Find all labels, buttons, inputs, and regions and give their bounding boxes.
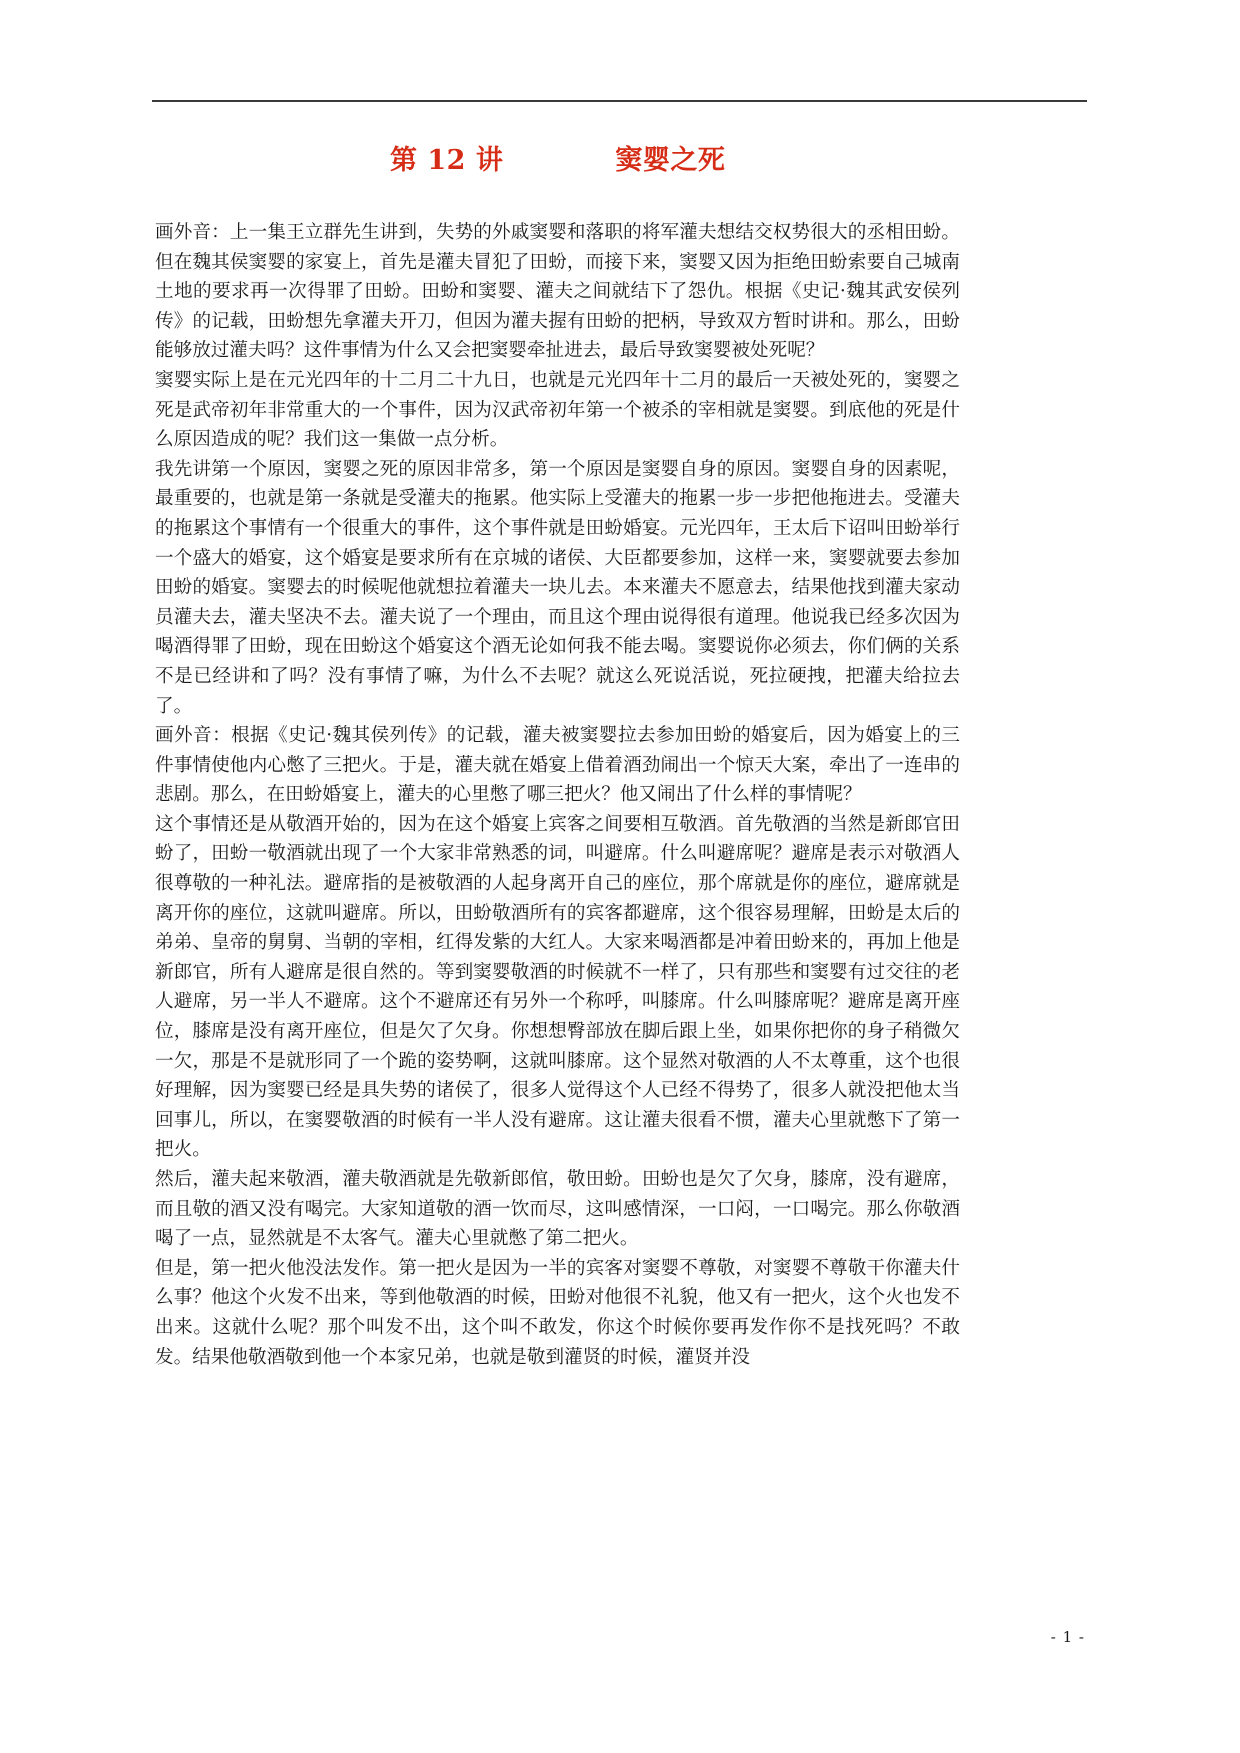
paragraph: 但是，第一把火他没法发作。第一把火是因为一半的宾客对窦婴不尊敬，对窦婴不尊敬干你灌夫什么事？他这个火发不出来，等到他敬酒的时候，田蚡对他很不礼貌，他又有一把火，这个火也发不出来。这就什么呢？那个叫发不出，这个叫不敢发，你这个时候你要再发作你不是找死吗？不敢发。结果他敬酒敬到他一个本家兄弟，也就是敬到灌贤的时候，灌贤并没: [155, 1257, 960, 1368]
document-body: [155, 218, 960, 1372]
page-title: [152, 138, 1087, 177]
header-divider-rule: [152, 100, 1087, 102]
paragraph: 画外音：上一集王立群先生讲到，失势的外戚窦婴和落职的将军灌夫想结交权势很大的丞相田蚡。但在魏其侯窦婴的家宴上，首先是灌夫冒犯了田蚡，而接下来，窦婴又因为拒绝田蚡索要自己城南土地的要求再一次得罪了田蚡。田蚡和窦婴、灌夫之间就结下了怨仇。根据《史记·魏其武安侯列传》的记载，田蚡想先拿灌夫开刀，但因为灌夫握有田蚡的把柄，导致双方暂时讲和。那么，田蚡能够放过灌夫吗？这件事情为什么又会把窦婴牵扯进去，最后导致窦婴被处死呢？: [155, 222, 960, 362]
paragraph: 画外音：根据《史记·魏其侯列传》的记载，灌夫被窦婴拉去参加田蚡的婚宴后，因为婚宴上的三件事情使他内心憋了三把火。于是，灌夫就在婚宴上借着酒劲闹出一个惊天大案，牵出了一连串的悲剧。那么，在田蚡婚宴上，灌夫的心里憋了哪三把火？他又闹出了什么样的事情呢？: [155, 725, 960, 806]
title-lecture-number: 第 12 讲: [390, 145, 504, 176]
title-subject: 窦婴之死: [615, 145, 726, 176]
paragraph: 然后，灌夫起来敬酒，灌夫敬酒就是先敬新郎倌，敬田蚡。田蚡也是欠了欠身，膝席，没有避席，而且敬的酒又没有喝完。大家知道敬的酒一饮而尽，这叫感情深，一口闷，一口喝完。那么你敬酒喝了一点，显然就是不太客气。灌夫心里就憋了第二把火。: [155, 1169, 960, 1250]
paragraph: 窦婴实际上是在元光四年的十二月二十九日，也就是元光四年十二月的最后一天被处死的，窦婴之死是武帝初年非常重大的一个事件，因为汉武帝初年第一个被杀的宰相就是窦婴。到底他的死是什么原因造成的呢？我们这一集做一点分析。: [155, 369, 960, 451]
page-number-footer: - 1 -: [1050, 1628, 1085, 1646]
paragraph: 这个事情还是从敬酒开始的，因为在这个婚宴上宾客之间要相互敬酒。首先敬酒的当然是新郎官田蚡了，田蚡一敬酒就出现了一个大家非常熟悉的词，叫避席。什么叫避席呢？避席是表示对敬酒人很尊敬的一种礼法。避席指的是被敬酒的人起身离开自己的座位，那个席就是你的座位，避席就是离开你的座位，这就叫避席。所以，田蚡敬酒所有的宾客都避席，这个很容易理解，田蚡是太后的弟弟、皇帝的舅舅、当朝的宰相，红得发紫的大红人。大家来喝酒都是冲着田蚡来的，再加上他是新郎官，所有人避席是很自然的。等到窦婴敬酒的时候就不一样了，只有那些和窦婴有过交往的老人避席，另一半人不避席。这个不避席还有另外一个称呼，叫膝席。什么叫膝席呢？避席是离开座位，膝席是没有离开座位，但是欠了欠身。你想想臀部放在脚后跟上坐，如果你把你的身子稍微欠一欠，那是不是就形同了一个跪的姿势啊，这就叫膝席。这个显然对敬酒的人不太尊重，这个也很好理解，因为窦婴已经是具失势的诸侯了，很多人觉得这个人已经不得势了，很多人就没把他太当回事儿，所以，在窦婴敬酒的时候有一半人没有避席。这让灌夫很看不惯，灌夫心里就憋下了第一把火。: [155, 813, 960, 1161]
paragraph: 我先讲第一个原因，窦婴之死的原因非常多，第一个原因是窦婴自身的原因。窦婴自身的因素呢，最重要的，也就是第一条就是受灌夫的拖累。他实际上受灌夫的拖累一步一步把他拖进去。受灌夫的拖累这个事情有一个很重大的事件，这个事件就是田蚡婚宴。元光四年，王太后下诏叫田蚡举行一个盛大的婚宴，这个婚宴是要求所有在京城的诸侯、大臣都要参加，这样一来，窦婴就要去参加田蚡的婚宴。窦婴去的时候呢他就想拉着灌夫一块儿去。本来灌夫不愿意去，结果他找到灌夫家动员灌夫去，灌夫坚决不去。灌夫说了一个理由，而且这个理由说得很有道理。他说我已经多次因为喝酒得罪了田蚡，现在田蚡这个婚宴这个酒无论如何我不能去喝。窦婴说你必须去，你们俩的关系不是已经讲和了吗？没有事情了嘛，为什么不去呢？就这么死说活说，死拉硬拽，把灌夫给拉去了。: [155, 458, 960, 717]
